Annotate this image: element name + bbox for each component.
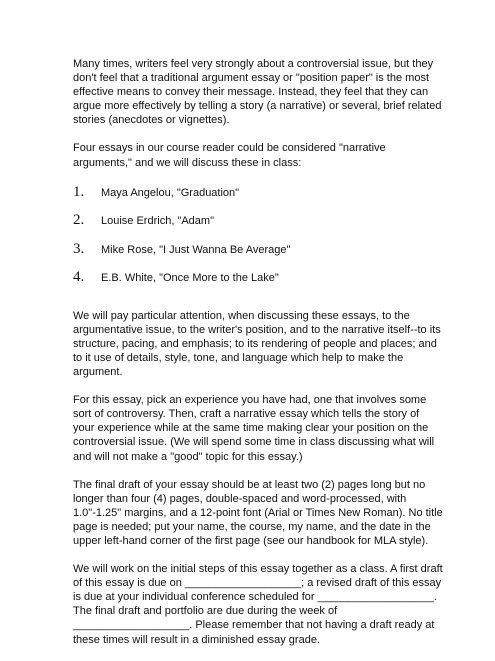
schedule-paragraph: We will work on the initial steps of this essay together as a class. A first draft of this essay is due on ___________________; a revised draft of this essay is due at your individual conference scheduled for ___________________. The final draft and portfolio are due during the week of ___________________. Please remember that not having a draft ready at these times will result in a diminished essay grade. (73, 563, 443, 646)
list-item (73, 269, 443, 298)
essay-title: E.B. White, "Once More to the Lake" (101, 272, 279, 285)
list-item (73, 212, 443, 241)
list-number: 2. (73, 212, 85, 229)
list-number: 1. (73, 183, 85, 200)
essay-list (73, 184, 443, 298)
essay-title: Maya Angelou, "Graduation" (101, 186, 240, 199)
assignment-paragraph: For this essay, pick an experience you have had, one that involves some sort of controversy. Then, craft a narrative essay which tells the story of your experience while at the same time making clear your position on the controversial issue. (We will spend some time in class discussing what will and will not make a "good" topic for this essay.) (73, 394, 435, 463)
attention-paragraph: We will pay particular attention, when discussing these essays, to the argumentative issue, to the writer's position, and to the narrative itself--to its structure, pacing, and emphasis; to its rendering of people and places; and to it use of details, style, tone, and language which help to make the argument. (73, 309, 441, 379)
intro-paragraph: Many times, writers feel very strongly about a controversial issue, but they don't feel that a traditional argument essay or "position paper" is the most effective means to convey their message. Instead, they feel that they can argue more effectively by telling a story (a narrative) or several, brief related stories (anecdotes or vignettes). (73, 58, 442, 127)
list-item (73, 241, 443, 270)
list-item (73, 184, 443, 213)
list-number: 4. (73, 269, 85, 286)
essay-title: Mike Rose, "I Just Wanna Be Average" (101, 243, 291, 256)
essays-intro-paragraph: Four essays in our course reader could be considered "narrative arguments," and we will discuss these in class: (73, 142, 386, 169)
list-number: 3. (73, 240, 85, 257)
assignment-text (73, 57, 443, 661)
essay-title: Louise Erdrich, "Adam" (101, 215, 214, 228)
format-paragraph: The final draft of your essay should be at least two (2) pages long but no longer than four (4) pages, double-spaced and word-processed, with 1.0"-1.25" margins, and a 12-point font (Arial or Times New Roman). No title page is needed; put your name, the course, my name, and the date in the upper left-hand corner of the first page (see our handbook for MLA style). (73, 478, 443, 547)
